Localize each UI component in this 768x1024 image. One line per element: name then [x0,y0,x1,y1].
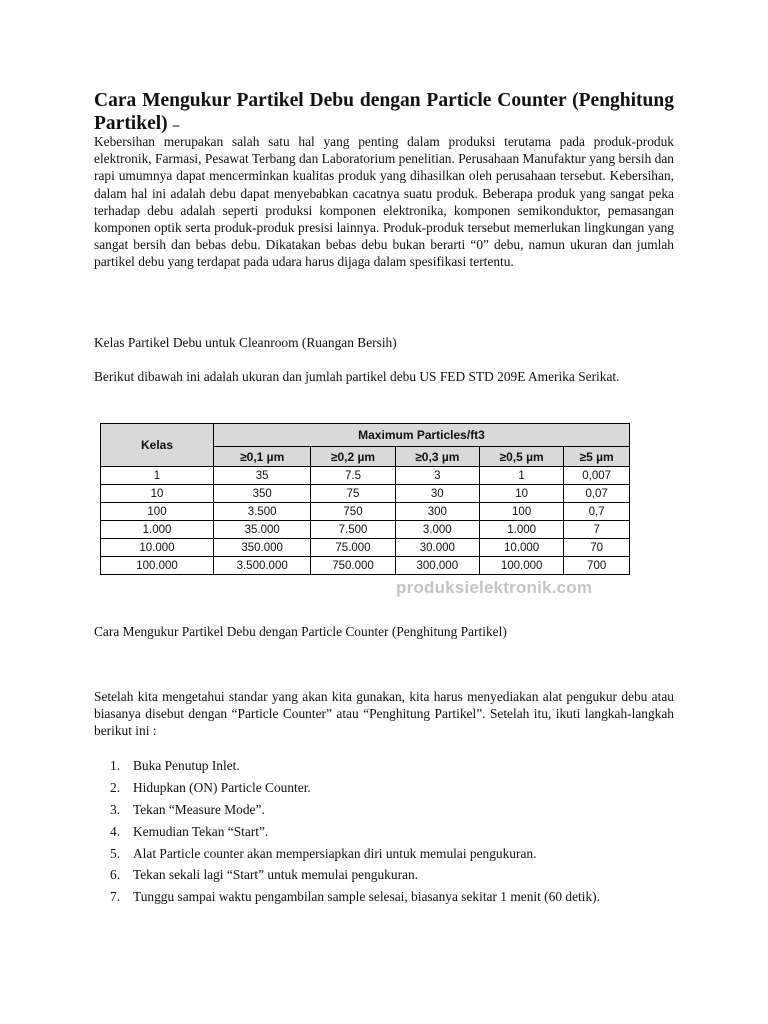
table-cell: 3 [395,467,479,485]
table-row [101,521,630,539]
table-cell: 70 [564,539,630,557]
table-cell: 1.000 [479,521,563,539]
table-header-size: ≥5 µm [564,447,630,467]
table-cell: 3.500.000 [214,557,311,575]
table-cell: 35.000 [214,521,311,539]
list-item-number: 7. [110,889,121,905]
table-row [101,539,630,557]
table-cell: 0,007 [564,467,630,485]
table-cell: 1 [479,467,563,485]
table-cell: 0,7 [564,503,630,521]
table-cell: 10 [479,485,563,503]
list-item [94,757,674,774]
table-cell: 1.000 [101,521,214,539]
table-cell: 100.000 [479,557,563,575]
table-cell: 7.5 [311,467,395,485]
list-item-text: Alat Particle counter akan mempersiapkan diri untuk memulai pengukuran. [133,845,537,861]
table-header-size: ≥0,1 µm [214,447,311,467]
table-row [101,557,630,575]
table-header-size: ≥0,2 µm [311,447,395,467]
section-heading-kelas: Kelas Partikel Debu untuk Cleanroom (Ruangan Bersih) [94,335,397,350]
table-cell: 750 [311,503,395,521]
list-item [94,866,674,883]
table-row [101,503,630,521]
list-item-text: Kemudian Tekan “Start”. [133,823,269,839]
table-row [101,467,630,485]
table-cell: 100 [479,503,563,521]
list-item [94,845,674,862]
table-cell: 7 [564,521,630,539]
title-dash: – [172,118,180,133]
table-cell: 3.000 [395,521,479,539]
steps-list [94,757,674,910]
table-cell: 700 [564,557,630,575]
table-header-kelas: Kelas [101,424,214,467]
table-cell: 750.000 [311,557,395,575]
section-paragraph-berikut: Berikut dibawah ini adalah ukuran dan jumlah partikel debu US FED STD 209E Amerika Serikat. [94,369,620,384]
list-item-number: 5. [110,845,121,861]
table-cell: 10.000 [101,539,214,557]
list-item-text: Tekan “Measure Mode”. [133,801,265,817]
list-item-number: 3. [110,801,121,817]
table-cell: 30 [395,485,479,503]
table-row [101,485,630,503]
table-cell: 1 [101,467,214,485]
table-cell: 350.000 [214,539,311,557]
watermark-text: produksielektronik.com [396,578,593,597]
table-cell: 0,07 [564,485,630,503]
table-cell: 3.500 [214,503,311,521]
list-item-number: 4. [110,823,121,839]
table-cell: 300.000 [395,557,479,575]
list-item-text: Tunggu sampai waktu pengambilan sample selesai, biasanya sekitar 1 menit (60 detik). [133,889,600,905]
table-cell: 350 [214,485,311,503]
table-cell: 75 [311,485,395,503]
section-heading-cara: Cara Mengukur Partikel Debu dengan Particle Counter (Penghitung Partikel) [94,624,507,639]
table-cell: 7.500 [311,521,395,539]
table-cell: 10 [101,485,214,503]
list-item-text: Buka Penutup Inlet. [133,758,240,773]
section-paragraph-setelah: Setelah kita mengetahui standar yang akan kita gunakan, kita harus menyediakan alat pengukur debu atau biasanya disebut dengan “Particle Counter” atau “Penghitung Partikel”. Setelah itu, ikuti langkah-langkah berikut ini : [94,689,674,739]
list-item [94,823,674,840]
table-header-size: ≥0,3 µm [395,447,479,467]
particle-class-table [100,423,630,575]
table-cell: 30.000 [395,539,479,557]
table-cell: 10.000 [479,539,563,557]
table-cell: 75.000 [311,539,395,557]
table-cell: 35 [214,467,311,485]
table-header-size: ≥0,5 µm [479,447,563,467]
table-cell: 300 [395,503,479,521]
article-title-text: Cara Mengukur Partikel Debu dengan Particle Counter (Penghitung Partikel) [94,90,674,134]
table-cell: 100 [101,503,214,521]
list-item-text: Tekan sekali lagi “Start” untuk memulai pengukuran. [133,867,419,883]
list-item-number: 6. [110,867,121,883]
list-item-number: 1. [110,758,121,773]
list-item [94,801,674,818]
intro-paragraph: Kebersihan merupakan salah satu hal yang penting dalam produksi terutama pada produk-produk elektronik, Farmasi, Pesawat Terbang dan Laboratorium penelitian. Perusahaan Manufaktur yang bersih dan rapi umumnya dapat mencerminkan kualitas produk yang dihasilkan oleh perusahaan tersebut. Kebersihan, dalam hal ini adalah debu dapat menyebabkan cacatnya suatu produk. Beberapa produk yang sangat peka terhadap debu adalah seperti produksi komponen elektronika, komponen semikonduktor, pemasangan komponen optik serta produk-produk presisi lainnya. Produk-produk tersebut memerlukan lingkungan yang sangat bersih dan bebas debu. Dikatakan bebas debu bukan berarti “0” debu, namun ukuran dan jumlah partikel debu yang terdapat pada udara harus dijaga dalam spesifikasi tertentu. [94,134,674,270]
table-header-max-particles: Maximum Particles/ft3 [214,424,630,447]
article-title [94,89,674,137]
list-item-text: Hidupkan (ON) Particle Counter. [133,779,311,795]
table-cell: 100.000 [101,557,214,575]
list-item [94,888,674,905]
list-item [94,779,674,796]
list-item-number: 2. [110,779,121,795]
